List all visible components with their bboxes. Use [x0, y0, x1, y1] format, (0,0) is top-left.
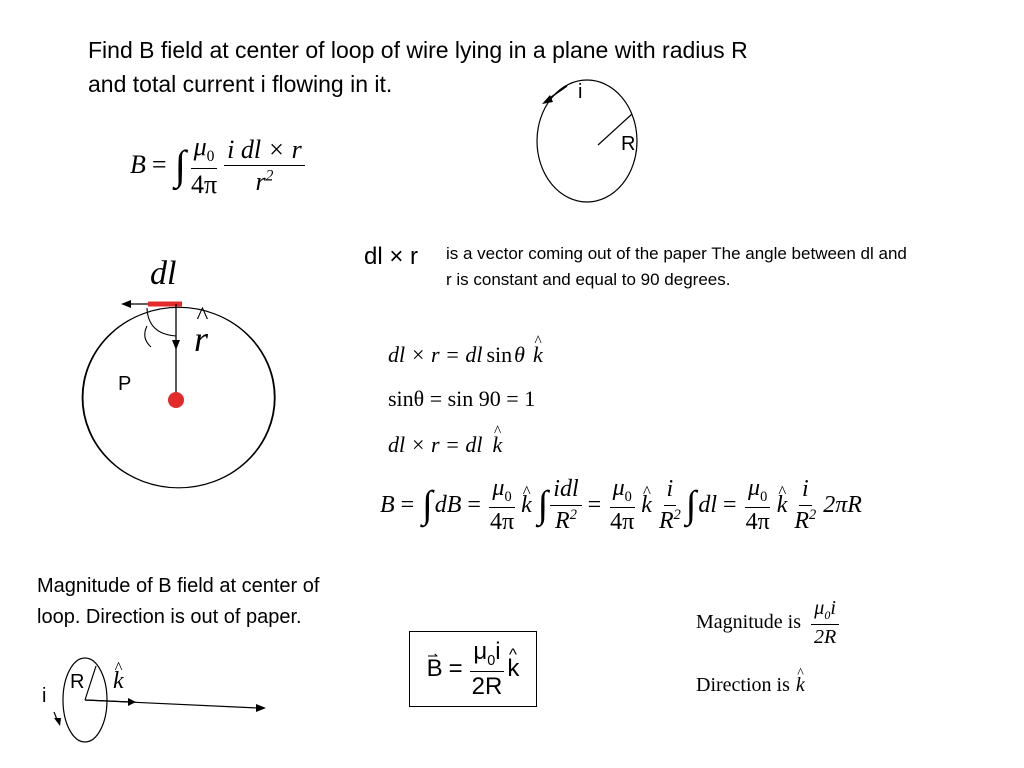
loop-diagram-bottom — [36, 650, 276, 750]
angle-arc-2 — [145, 326, 151, 347]
biot-lhs: B — [130, 150, 146, 180]
small-radius — [85, 666, 96, 700]
equation-1: dl × r = dl sin θ ^ k — [388, 342, 543, 368]
current-element-diagram — [55, 290, 305, 490]
equation-2: sinθ = sin 90 = 1 — [388, 386, 536, 411]
idl-cross-r-over-r2: $\frac{\text{i dl × r}}{r^2}$ — [224, 136, 305, 196]
summary-text — [37, 571, 319, 633]
summary-line-2: loop. Direction is out of paper. — [37, 606, 302, 628]
equation-3: dl × r = dl ^ k — [388, 432, 502, 458]
center-point — [168, 392, 184, 408]
r-hat-label: ^ r — [194, 318, 208, 360]
direction-statement: Direction is ^ k — [696, 674, 805, 697]
dl-arrowhead — [121, 300, 131, 308]
equation-4: B = ∫ dB = $\frac{\mu_0}{4\pi}$ ^ k ∫ $\frac{\text{idl}}{R^2}$ = $\frac{\mu_0}{4\pi}$ ^ k $\frac{i}{R^2}$ ∫ dl = $\frac{\mu_0}{4\pi}$ ^ k $\frac{i}{R^2}$ 2πR — [380, 476, 862, 535]
bottom-k-label: ^ k — [113, 668, 124, 695]
cross-product-description: is a vector coming out of the paper The angle between dl and r is constant and equal to 90 degrees. — [446, 244, 907, 289]
integral-sign: ∫ — [174, 141, 186, 188]
magnitude-statement: Magnitude is $\frac{\mu_0i}{2R}$ — [696, 598, 839, 648]
problem-line-2: and total current i flowing in it. — [88, 71, 393, 97]
small-current-label: i — [42, 685, 47, 707]
cross-product-symbol: dl × r — [364, 243, 419, 270]
k-long-arrow — [85, 700, 258, 708]
angle-arc — [147, 308, 176, 336]
dl-label: dl — [150, 255, 177, 292]
k-short-arrowhead — [128, 698, 136, 706]
small-current-arrowhead — [54, 718, 61, 726]
current-label: i — [578, 81, 583, 103]
biot-savart-equation: B = ∫ $\frac{\mu_0}{4\pi}$ $\frac{\text{i dl × r}}{r^2}$ — [130, 133, 305, 198]
small-radius-label: R — [70, 671, 85, 693]
problem-line-1: Find B field at center of loop of wire lying in a plane with radius R — [88, 37, 748, 63]
r-arrowhead — [172, 340, 180, 350]
k-arrowhead — [256, 704, 266, 712]
boxed-result: ⇀ B = $\frac{\mu_0i}{2R}$ ^ k — [409, 631, 537, 707]
summary-line-1: Magnitude of B field at center of — [37, 575, 320, 597]
mu-over-4pi: $\frac{\mu_0}{4\pi}$ — [190, 132, 218, 199]
point-label: P — [118, 373, 132, 395]
radius-label: R — [621, 133, 636, 155]
loop-diagram-top — [520, 78, 660, 208]
